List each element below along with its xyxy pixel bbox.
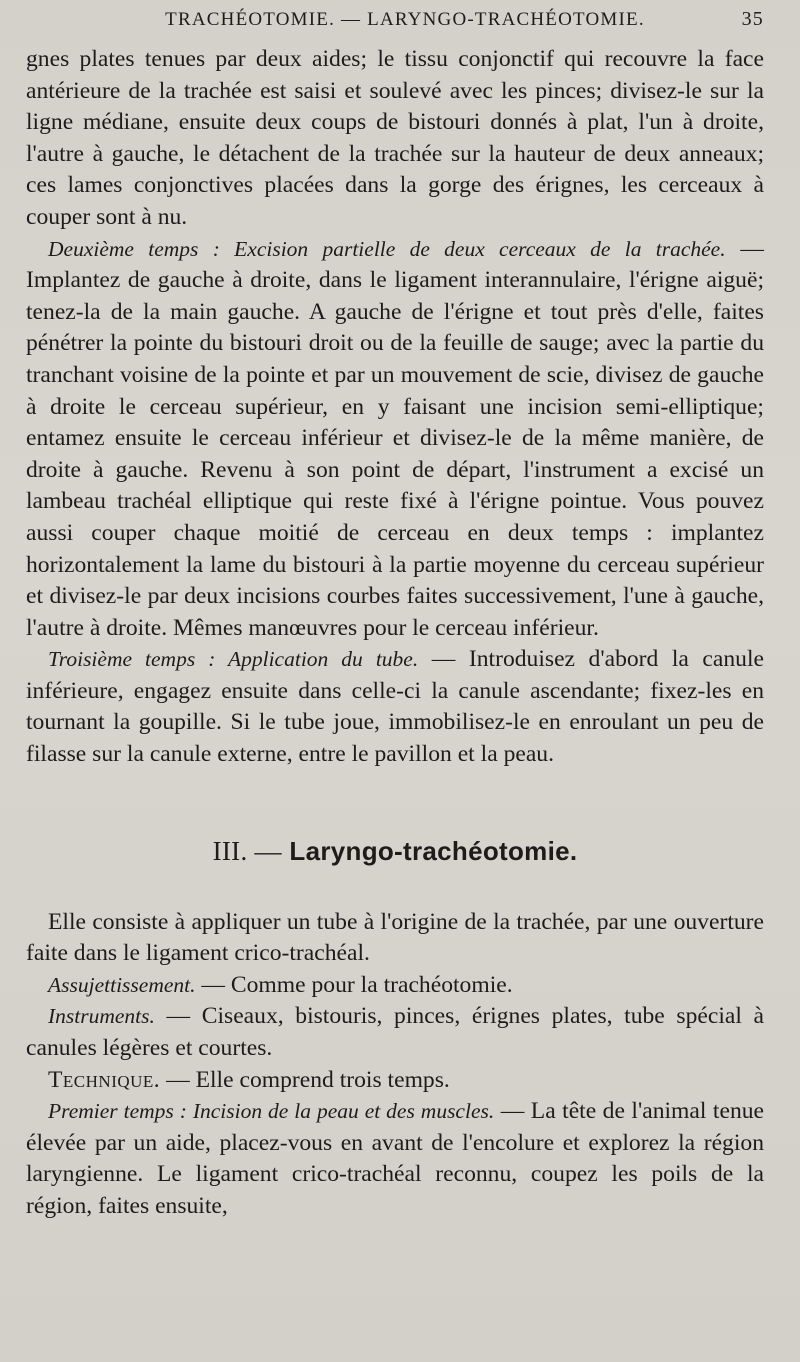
restraint-heading: Assujettissement. — [48, 972, 196, 997]
first-step-heading: Premier temps : Incision de la peau et des muscles. — [48, 1099, 495, 1124]
running-head — [26, 0, 764, 44]
paragraph-first-step — [26, 1096, 764, 1222]
instruments-heading: Instruments. — [48, 1004, 155, 1029]
section-number: III. — — [212, 835, 282, 866]
page-number: 35 — [741, 8, 764, 30]
technique-text: — Elle comprend trois temps. — [160, 1066, 450, 1093]
instruments-text: — Ciseaux, bistouris, pinces, érignes plates, tube spécial à canules légères et courtes. — [26, 1003, 764, 1062]
restraint-text: — Comme pour la trachéotomie. — [195, 971, 513, 998]
paragraph-restraint — [26, 970, 764, 1002]
paragraph-instruments — [26, 1001, 764, 1064]
paragraph-third-step — [26, 644, 764, 770]
second-step-heading: Deuxième temps : Excision partielle de deux cerceaux de la trachée. — [48, 236, 726, 261]
paragraph-continuation: gnes plates tenues par deux aides; le tissu conjonctif qui recouvre la face antérieure de la trachée est saisi et soulevé avec les pinces; divisez-le sur la ligne médiane, ensuite deux coups de bistouri donnés à plat, l'un à droite, l'autre à gauche, le détachent de la trachée sur la hauteur de deux anneaux; ces lames conjonctives placées dans la gorge des érignes, les cerceaux à couper sont à nu. — [26, 46, 764, 230]
running-head-title: TRACHÉOTOMIE. — LARYNGO-TRACHÉOTOMIE. — [165, 9, 645, 30]
second-step-text: — Implantez de gauche à droite, dans le ligament interannulaire, l'érigne aiguë; tenez-la de la main gauche. A gauche de l'érigne et tout près d'elle, faites pénétrer la pointe du bistouri droit ou de la feuille de sauge; avec la partie du tranchant voisine de la pointe et par un mouvement de scie, divisez de gauche à droite le cerceau supérieur, en y faisant une incision semi-elliptique; entamez ensuite le cerceau inférieur et divisez-le de la même manière, de droite à gauche. Revenu à son point de départ, l'instrument a excisé un lambeau trachéal elliptique qui reste fixé à l'érigne pointue. Vous pouvez aussi couper chaque moitié de cerceau en deux temps : implantez horizontalement la lame du bistouri à la partie moyenne du cerceau supérieur et divisez-le par deux incisions courbes faites successivement, l'une à gauche, l'autre à droite. Mêmes manœuvres pour le cerceau inférieur. — [26, 235, 764, 641]
paragraph-second-step — [26, 234, 764, 645]
section-title: Laryngo-trachéotomie. — [289, 835, 578, 866]
third-step-text: — Introduisez d'abord la canule inférieure, engagez ensuite dans celle-ci la canule ascendante; fixez-les en tournant la goupille. Si le tube joue, immobilisez-le en enroulant un peu de filasse sur la canule externe, entre le pavillon et la peau. — [26, 646, 764, 768]
third-step-heading: Troisième temps : Application du tube. — [48, 647, 419, 672]
paragraph-technique — [26, 1065, 764, 1097]
first-step-text: — La tête de l'animal tenue élevée par un aide, placez-vous en avant de l'encolure et explorez la région laryngienne. Le ligament crico-trachéal reconnu, coupez les poils de la région, faites ensuite, — [26, 1098, 765, 1219]
paragraph-intro: Elle consiste à appliquer un tube à l'origine de la trachée, par une ouverture faite dans le ligament crico-trachéal. — [26, 908, 764, 967]
section-heading — [26, 835, 764, 867]
technique-heading: Technique. — [48, 1066, 161, 1093]
